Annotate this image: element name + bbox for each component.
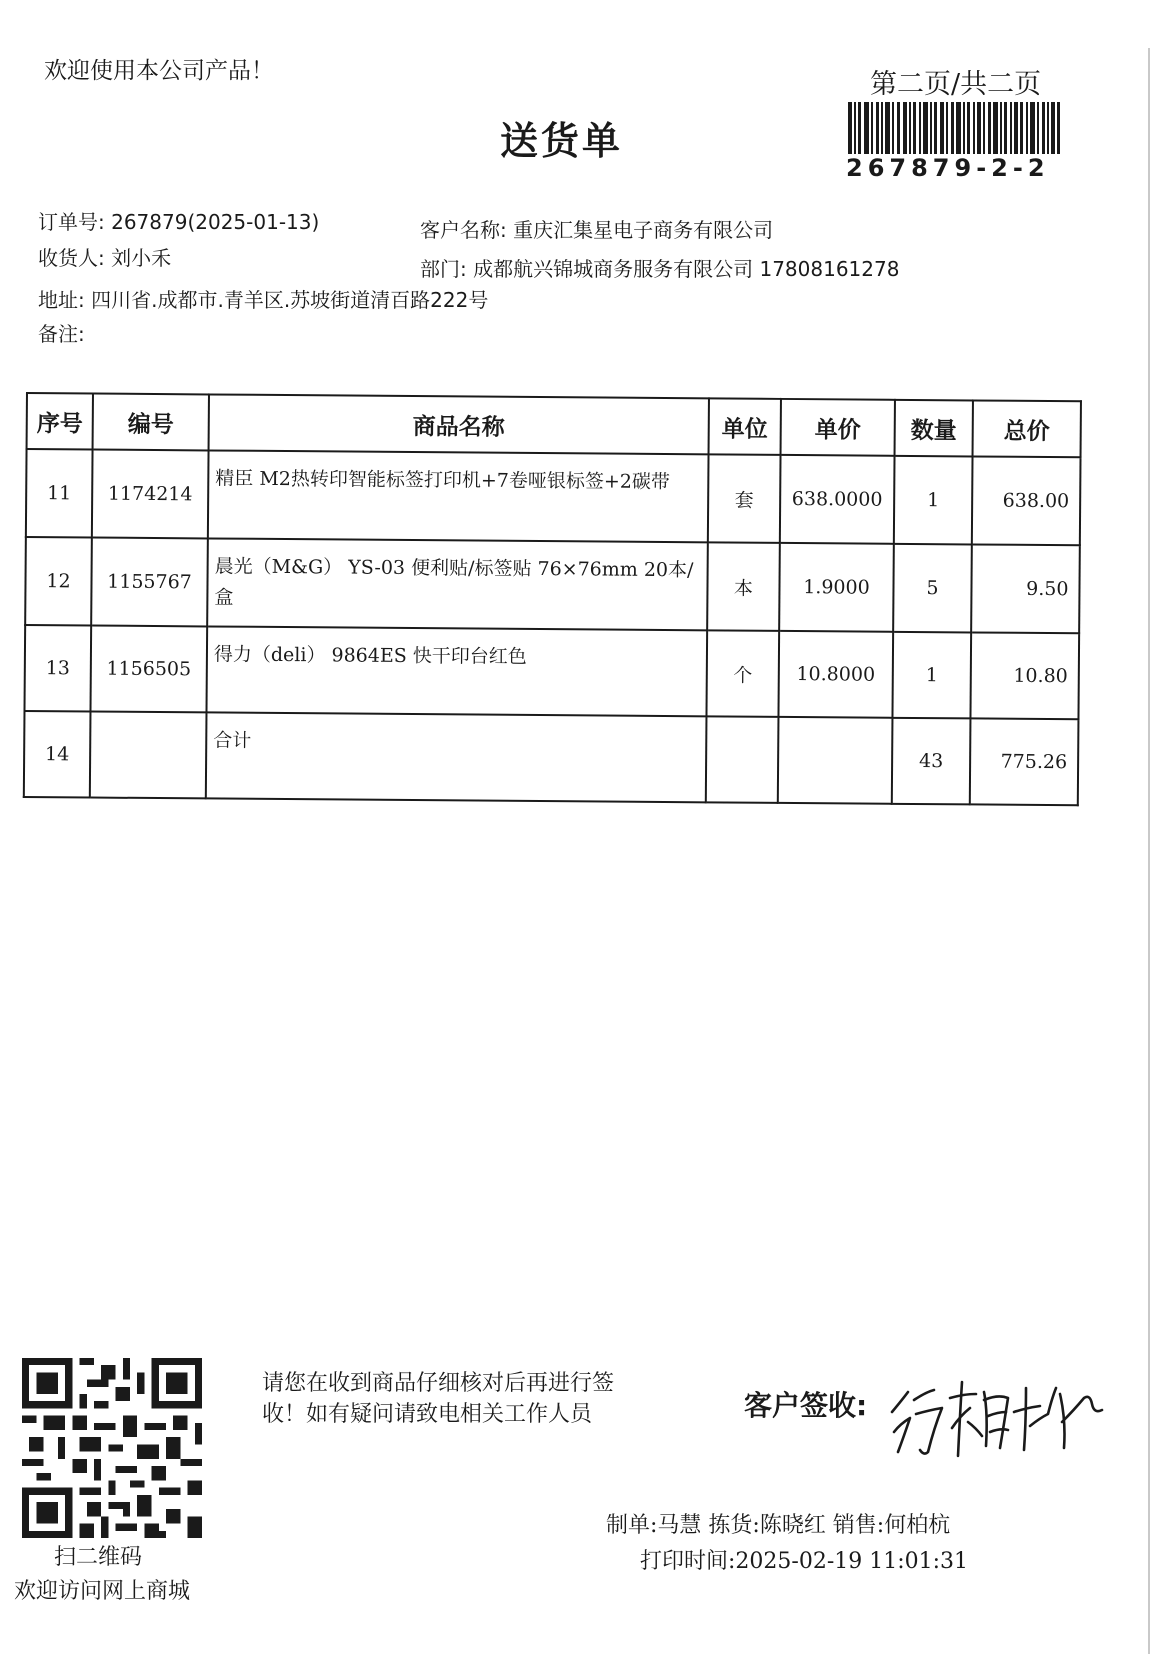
cell-qty: 5 — [893, 544, 972, 633]
department-value: 成都航兴锦城商务服务有限公司 17808161278 — [473, 257, 900, 281]
scan-edge-line — [1148, 48, 1150, 1654]
barcode-number: 267879-2-2 — [846, 154, 1050, 182]
cell-qty: 1 — [892, 632, 971, 719]
print-time: 打印时间:2025-02-19 11:01:31 — [640, 1549, 969, 1574]
header-total: 总价 — [973, 400, 1081, 457]
greeting-text: 欢迎使用本公司产品！ — [44, 58, 274, 84]
address-label: 地址: — [38, 288, 85, 312]
order-number-label: 订单号: — [38, 210, 105, 234]
page-indicator: 第二页/共二页 — [870, 69, 1042, 100]
document-title: 送货单 — [500, 119, 624, 163]
cell-unit: 个 — [706, 630, 779, 717]
summary-price-empty — [778, 717, 893, 804]
verification-notice — [262, 1368, 614, 1430]
receiver-value: 刘小禾 — [111, 246, 172, 270]
qr-label-scan: 扫二维码 — [54, 1545, 143, 1570]
header-seq: 序号 — [27, 393, 93, 450]
table-row — [26, 449, 1081, 545]
qr-code-icon[interactable] — [22, 1358, 202, 1538]
staff-info: 制单:马慧 拣货:陈晓红 销售:何柏杭 — [606, 1513, 951, 1538]
customer-value: 重庆汇集星电子商务有限公司 — [513, 218, 774, 242]
barcode — [848, 102, 1060, 154]
cell-price: 638.0000 — [780, 455, 895, 544]
cell-name: 晨光（M&G） YS-03 便利贴/标签贴 76×76mm 20本/盒 — [207, 538, 708, 630]
header-code: 编号 — [93, 394, 209, 451]
customer-label: 客户名称: — [420, 218, 507, 242]
cell-seq: 11 — [26, 449, 93, 538]
handwritten-signature — [880, 1352, 1110, 1462]
cell-total: 638.00 — [972, 456, 1081, 545]
cell-price: 1.9000 — [779, 543, 894, 632]
customer-row — [420, 214, 773, 243]
cell-seq: 13 — [24, 625, 91, 712]
table-row — [25, 537, 1080, 633]
cell-price: 10.8000 — [778, 631, 893, 718]
notice-line-2: 收！如有疑问请致电相关工作人员 — [262, 1402, 593, 1427]
cell-total: 10.80 — [970, 632, 1079, 719]
cell-unit: 套 — [708, 454, 781, 543]
customer-signature-label: 客户签收: — [744, 1389, 868, 1422]
header-price: 单价 — [781, 399, 895, 456]
order-number-value: 267879(2025-01-13) — [111, 210, 320, 234]
cell-code: 1155767 — [91, 538, 208, 627]
order-number-row — [38, 206, 319, 235]
summary-seq: 14 — [24, 711, 91, 798]
header-name: 商品名称 — [209, 394, 709, 454]
header-qty: 数量 — [895, 400, 973, 457]
cell-code: 1174214 — [92, 450, 209, 539]
address-value: 四川省.成都市.青羊区.苏坡街道清百路222号 — [91, 288, 489, 312]
cell-total: 9.50 — [971, 544, 1080, 633]
remarks-row — [38, 318, 85, 347]
table-header-row — [27, 393, 1081, 457]
cell-code: 1156505 — [90, 626, 207, 713]
receiver-row — [38, 242, 171, 271]
summary-code-empty — [90, 712, 207, 799]
department-row — [420, 253, 899, 282]
receiver-label: 收货人: — [38, 246, 105, 270]
cell-seq: 12 — [25, 537, 92, 626]
items-table — [23, 392, 1082, 806]
remarks-label: 备注: — [38, 322, 85, 346]
department-label: 部门: — [420, 257, 467, 281]
summary-qty: 43 — [892, 718, 971, 805]
cell-name: 精臣 M2热转印智能标签打印机+7卷哑银标签+2碳带 — [208, 450, 709, 542]
table-summary-row — [24, 711, 1079, 805]
items-table-wrapper — [23, 392, 1080, 806]
cell-name: 得力（deli） 9864ES 快干印台红色 — [206, 626, 707, 716]
summary-label: 合计 — [206, 712, 707, 802]
summary-unit-empty — [706, 716, 779, 803]
header-unit: 单位 — [709, 398, 781, 455]
summary-total: 775.26 — [970, 718, 1079, 805]
table-row — [24, 625, 1079, 719]
address-row — [38, 284, 488, 313]
cell-qty: 1 — [894, 456, 973, 545]
notice-line-1: 请您在收到商品仔细核对后再进行签 — [262, 1371, 615, 1396]
cell-unit: 本 — [707, 542, 780, 631]
qr-label-mall: 欢迎访问网上商城 — [14, 1579, 191, 1604]
